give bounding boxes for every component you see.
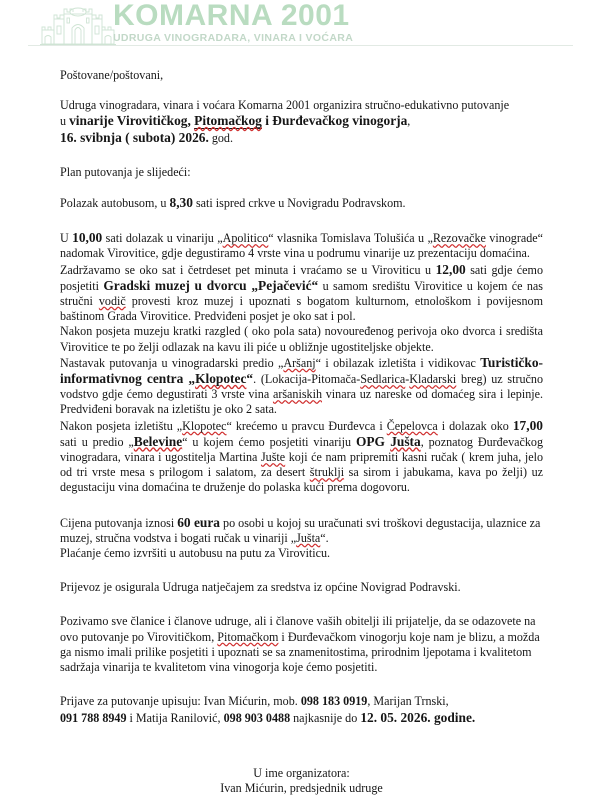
belevine-t6: , poznatog Đurđevačkog vinogradara, vinara i ugostitelja Martina	[60, 434, 543, 465]
vineyard-rezovacke: Rezovačke	[432, 231, 486, 246]
dish-struklji: štruklji	[309, 465, 345, 480]
belevine-time: 17,00	[512, 417, 543, 433]
reg-t2: , Marijan Trnski,	[367, 694, 449, 709]
arsanj-t2: “ i obilazak izletišta i vidikovac	[315, 355, 481, 370]
arrival-paragraph	[60, 230, 543, 261]
intro-line1: Udruga vinogradara, vinara i voćara Komarna 2001 organizira stručno-edukativno putovanje	[60, 98, 510, 113]
belevine-t1: Nakon posjeta izletištu „	[60, 418, 183, 433]
belevine-t7: koji će nam pripremiti kasni ručak ( krem juha, jelo od tri vrste mesa s prilogom i salatom, za desert	[60, 450, 544, 480]
intro-line2-suffix: ,	[407, 114, 411, 129]
transport-paragraph	[60, 580, 543, 595]
museum-time: 12,00	[435, 261, 466, 277]
intro-line2-bold-a: vinarije Virovitičkog,	[69, 113, 195, 129]
organization-title: KOMARNA 2001	[113, 0, 350, 32]
winery-justa: Jušta	[296, 530, 321, 545]
belevine-t8: sa sirom i jabukama, kava po želji) uz degustaciju vina domaćina te druženje do polaska kući prema dogovoru.	[60, 465, 543, 495]
reg-t1: Prijave za putovanje upisuju: Ivan Mićurin, mob.	[60, 694, 301, 709]
invite-t2: i Đurđevačkom vinogorju koje nam je blizu, a možda ga nismo imali prilike posjetiti i upoznati se sa znamenitostima, prirodnim ljepotama i kvalitetom sadržaja vinarija te kvalitetom vina vinogorja koje ćemo posjetiti.	[60, 629, 540, 675]
place-kladarski: Kladarski	[409, 372, 457, 387]
word-arsaniskih: aršaniskih	[272, 387, 322, 402]
belevine-t2: “ krećemo u pravcu Đurđevca i	[226, 418, 387, 433]
museum-t3: u samom središtu Virovitice u kojem će nas stručni	[60, 278, 543, 309]
price-t1: Cijena putovanja iznosi	[60, 515, 178, 530]
registration-paragraph	[60, 694, 543, 725]
intro-paragraph	[60, 98, 543, 146]
contact-phone-1: 098 183 0919	[300, 694, 368, 709]
payment-text: Plaćanje ćemo izvršiti u autobusu na putu za Viroviticu.	[60, 546, 331, 561]
header-divider	[28, 45, 573, 46]
belevine-t3: i dolazak oko	[437, 418, 513, 433]
letterhead	[0, 0, 601, 50]
reg-t4: najkasnije do	[290, 710, 361, 725]
plan-heading	[60, 165, 543, 180]
region-arsanj: Aršanj	[283, 355, 316, 370]
organization-subtitle: UDRUGA VINOGRADARA, VINARA I VOĆARA	[113, 32, 354, 44]
intro-line2-bold-b: i Đurđevačkog vinogorja	[261, 113, 408, 129]
reg-t3: i Matija Ranilović,	[126, 710, 224, 725]
intro-line2-underlined: Pitomačkog	[194, 113, 262, 129]
letter-body	[60, 68, 543, 726]
arsanj-t1: Nastavak putovanja u vinogradarski predio „	[60, 355, 284, 370]
place-cepelovca: Čepelovca	[386, 418, 438, 433]
departure-paragraph	[60, 195, 543, 211]
signature-block	[60, 766, 543, 796]
tic-name: Turističko-informativnog centra „	[60, 354, 543, 387]
guide-word: vodič	[98, 294, 126, 309]
contact-phone-3: 098 903 0488	[223, 710, 291, 725]
invitation-paragraph	[60, 614, 543, 675]
signature-line-1: U ime organizatora:	[253, 766, 350, 780]
tic-klopotec: Klopotec	[195, 371, 247, 387]
salutation	[60, 68, 543, 83]
museum-t2: sati gdje ćemo posjetiti	[60, 262, 543, 293]
price-amount: 60 eura	[177, 514, 220, 530]
arrival-prefix: U	[60, 231, 73, 246]
arsanj-t3: . (Lokacija-Pitomača-	[253, 372, 361, 387]
opg-justa: Jušta	[390, 433, 421, 449]
departure-suffix: sati ispred crkve u Novigradu Podravskom.	[192, 196, 406, 211]
arrival-time: 10,00	[72, 230, 103, 246]
museum-paragraph	[60, 262, 543, 325]
invite-t1: Pozivamo sve članice i članove udruge, ali i članove vaših obitelji ili prijatelje, da se odazovete na ovo putovanje po Virovitičkom,	[60, 614, 536, 644]
belevine-t5: “ u kojem ćemo posjetiti vinariju	[182, 434, 356, 449]
logo-wordmark	[113, 1, 413, 45]
park-text: Nakon posjeta muzeju kratki razgled ( oko pola sata) novouređenog perivoja oko dvorca i središta Virovitice te po želji odlazak na kavu ili piće u obližnje ugostiteljske objekte.	[60, 324, 543, 354]
departure-time: 8,30	[169, 195, 193, 211]
arsanj-t6: vinara uz nareske od domaćeg sira i lepinje. Predviđeni boravak na izletištu je oko 2 sata.	[60, 387, 544, 417]
trip-date: 16. svibnja ( subota) 2026.	[60, 129, 209, 145]
place-sedlarica: Sedlarica	[360, 372, 406, 387]
payment-paragraph	[60, 546, 543, 561]
intro-line2-prefix: u	[60, 114, 70, 129]
museum-t1: Zadržavamo se oko sat i četrdeset pet minuta i vraćamo se u Viroviticu u	[60, 262, 436, 277]
signature-line-2: Ivan Mićurin, predsjednik udruge	[220, 781, 383, 796]
arrival-t1: sati dolazak u vinariju „	[102, 231, 223, 246]
transport-text: Prijevoz je osigurala Udruga natječajem za sredstva iz općine Novigrad Podravski.	[60, 580, 461, 595]
tic-name-end: “	[246, 371, 254, 387]
castle-fortress-icon	[40, 4, 116, 46]
arsanj-t5: breg) uz stručno vodstvo gdje ćemo degustirati 3 vrste vina	[60, 372, 544, 402]
registration-deadline: 12. 05. 2026. godine.	[360, 709, 476, 725]
belevine-paragraph	[60, 418, 543, 496]
trip-date-suffix: god.	[208, 130, 233, 145]
park-paragraph	[60, 324, 543, 354]
belevine-t4: sati u predio „	[60, 434, 134, 449]
contact-phone-2: 091 788 8949	[60, 710, 127, 725]
winery-apolitico: Apolitico	[222, 231, 269, 246]
arrival-t3: vinograde“ nadomak Virovitice, gdje degustiramo 4 vrste vina u podrumu vinarije uz prezentaciju domaćina.	[60, 231, 544, 261]
price-t3: “.	[320, 530, 329, 545]
departure-prefix: Polazak autobusom, u	[60, 196, 170, 211]
name-juste: Jušte	[260, 450, 286, 465]
arrival-t2: “ vlasnika Tomislava Tolušića u „	[268, 231, 433, 246]
arsanj-paragraph	[60, 355, 543, 418]
place-belevine: Belevine	[133, 433, 183, 449]
price-paragraph	[60, 515, 543, 546]
opg-label: OPG	[355, 433, 391, 449]
region-pitomackom: Pitomačkom	[217, 629, 279, 644]
arsanj-t4: -	[405, 372, 410, 387]
plan-heading-text: Plan putovanja je slijedeći:	[60, 164, 191, 179]
museum-t4: provesti kroz muzej i upoznati s bogatom kulturnom, etnološkom i povijesnom baštinom Grada Virovitice. Predviđeni posjet je oko sat i pol.	[60, 294, 543, 324]
place-klopotec: Klopotec	[182, 418, 227, 433]
salutation-text: Poštovane/poštovani,	[60, 68, 164, 82]
price-t2: po osobi u kojoj su uračunati svi troškovi degustacija, ulaznice za muzej, stručna vodstva i bogati ručak u vinariji „	[60, 515, 541, 545]
museum-name: Gradski muzej u dvorcu „Pejačević“	[103, 277, 319, 293]
